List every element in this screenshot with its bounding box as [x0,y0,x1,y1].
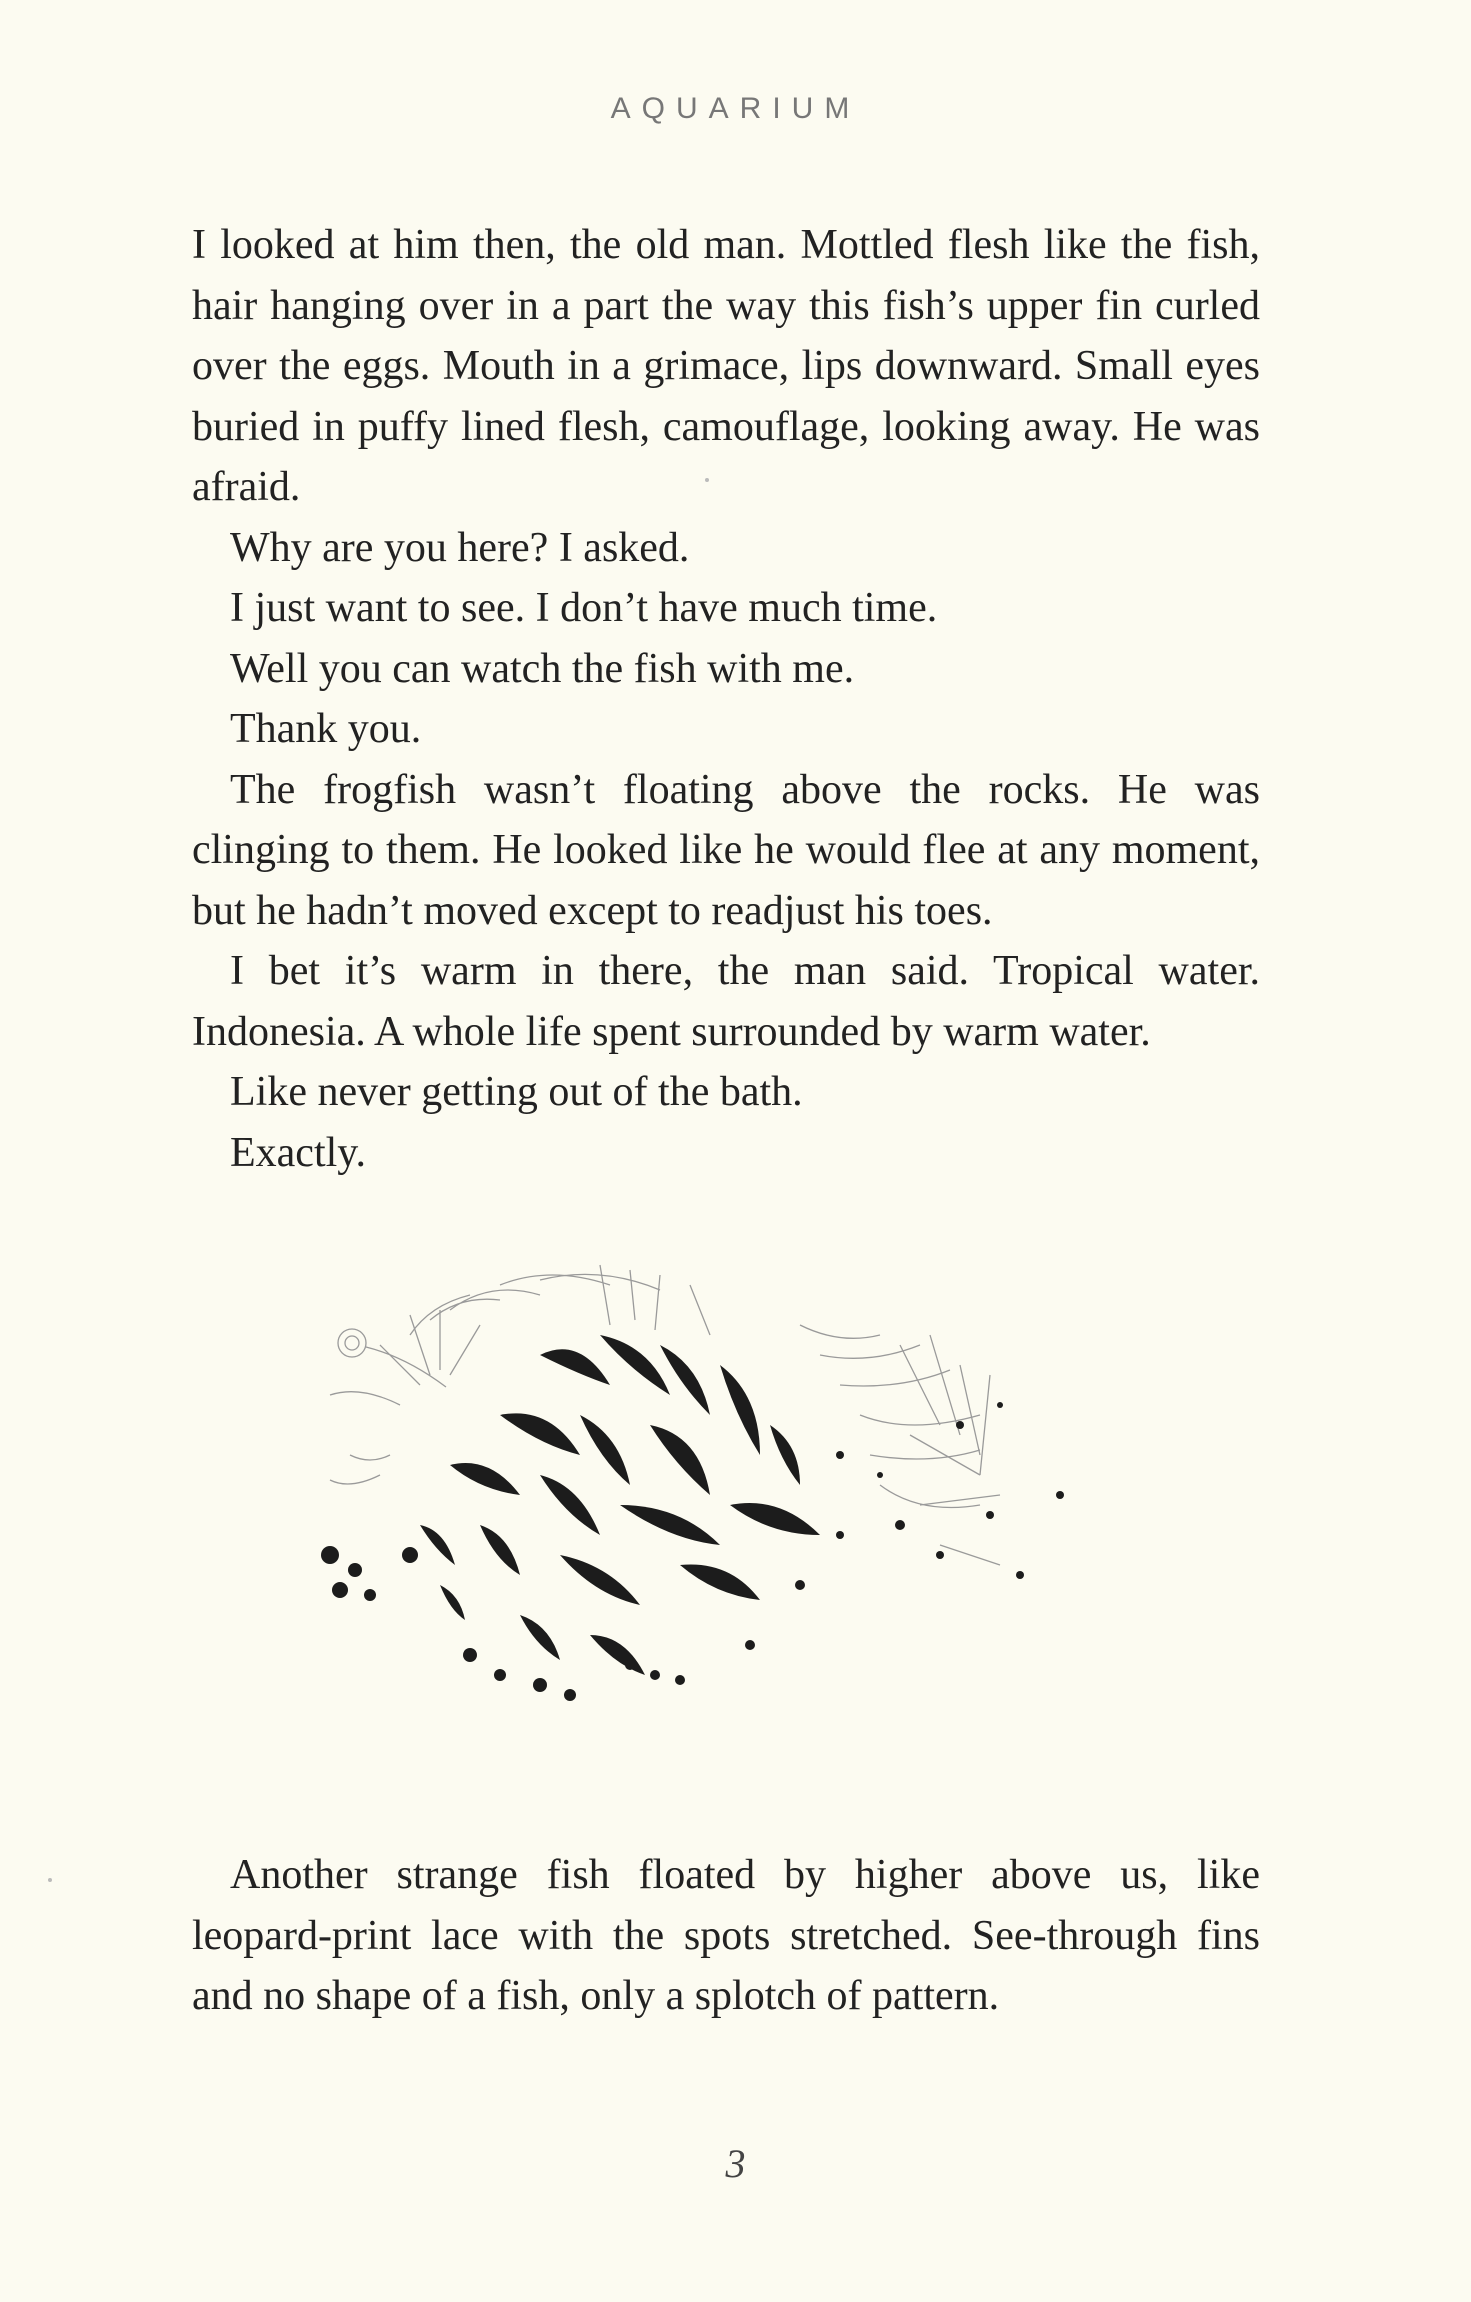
body-text-top [192,215,1260,1183]
paper-speck [48,1878,52,1882]
paragraph: I looked at him then, the old man. Mottled flesh like the fish, hair hanging over in a part the way this fish’s upper fin curled over the eggs. Mouth in a grimace, lips downward. Small eyes buried in puffy lined flesh, camouflage, looking away. He was afraid. [192,222,1260,510]
paragraph: Why are you here? I asked. [230,524,690,571]
page-number: 3 [725,2141,746,2186]
paragraph: Thank you. [230,706,422,752]
paragraph: Well you can watch the fish with me. [230,645,855,692]
tiger-stripes [420,1335,820,1675]
frogfish-ink-illustration-icon [300,1225,1140,1785]
spots [321,1402,1064,1701]
paragraph: Exactly. [230,1129,367,1176]
paragraph: Another strange fish floated by higher above us, like leopard-print lace with the spots stretched. See-through fins and no shape of a fish, only a splotch of pattern. [192,1852,1260,2019]
running-head: AQUARIUM [610,92,861,125]
paragraph: The frogfish wasn’t floating above the rocks. He was clinging to them. He looked like he would flee at any moment, but he hadn’t moved except to readjust his toes. [192,766,1260,934]
paper-speck [705,478,709,482]
fish-drawing [300,1225,1140,1785]
body-text-bottom [192,1845,1260,2027]
paragraph: Like never getting out of the bath. [230,1069,803,1115]
paragraph: I bet it’s warm in there, the man said. Tropical water. Indonesia. A whole life spent surrounded by warm water. [192,948,1260,1055]
paragraph: I just want to see. I don’t have much time. [230,585,938,631]
